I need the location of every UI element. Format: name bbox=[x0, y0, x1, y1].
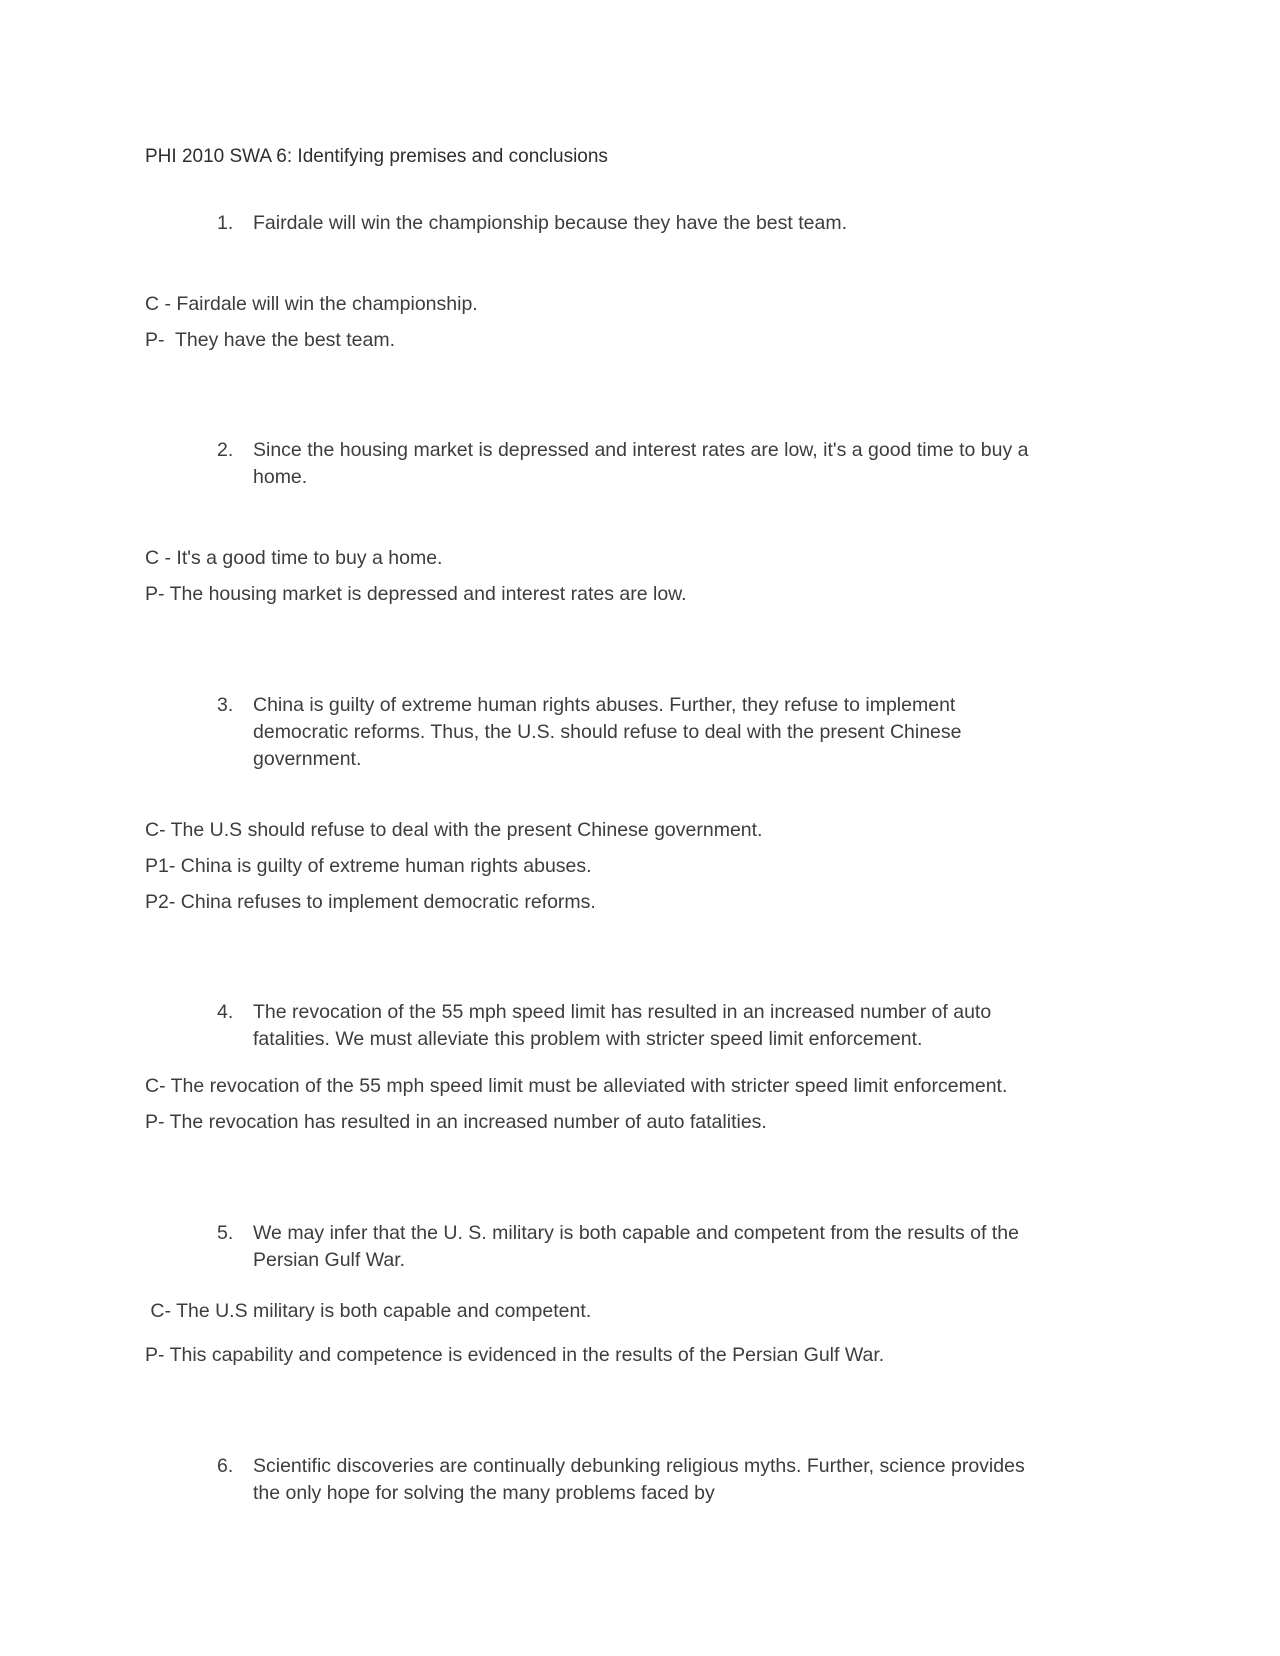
conclusion-line: C - Fairdale will win the championship. bbox=[145, 292, 478, 315]
numbered-item-1 bbox=[217, 210, 1053, 237]
item-text: We may infer that the U. S. military is both capable and competent from the results of the Persian Gulf War. bbox=[253, 1222, 1025, 1271]
document-content bbox=[145, 145, 1053, 1507]
item-text: The revocation of the 55 mph speed limit has resulted in an increased number of auto fatalities. We must alleviate this problem with stricter speed limit enforcement. bbox=[253, 1001, 997, 1051]
conclusion-line: C- The U.S should refuse to deal with the present Chinese government. bbox=[145, 818, 763, 841]
premise-line: P1- China is guilty of extreme human rights abuses. bbox=[145, 854, 592, 877]
numbered-item-4 bbox=[217, 999, 1053, 1053]
analysis-item-5 bbox=[145, 1298, 1053, 1369]
item-number: 5. bbox=[217, 1222, 234, 1245]
item-text: China is guilty of extreme human rights abuses. Further, they refuse to implement democratic reforms. Thus, the U.S. should refuse to deal with the present Chinese government. bbox=[253, 694, 967, 770]
premise-line: P- They have the best team. bbox=[145, 328, 396, 351]
page-title: PHI 2010 SWA 6: Identifying premises and conclusions bbox=[145, 146, 608, 167]
item-number: 4. bbox=[217, 1001, 234, 1024]
analysis-item-3 bbox=[145, 817, 1053, 916]
analysis-item-2 bbox=[145, 545, 1053, 608]
premise-line: P2- China refuses to implement democratic reforms. bbox=[145, 890, 596, 913]
premise-line: P- This capability and competence is evidenced in the results of the Persian Gulf War. bbox=[145, 1343, 885, 1366]
item-number: 6. bbox=[217, 1454, 234, 1477]
premise-line: P- The housing market is depressed and interest rates are low. bbox=[145, 583, 687, 606]
analysis-item-4 bbox=[145, 1073, 1053, 1136]
item-number: 2. bbox=[217, 439, 234, 462]
analysis-item-1 bbox=[145, 291, 1053, 354]
item-number: 1. bbox=[217, 211, 234, 234]
item-number: 3. bbox=[217, 694, 234, 717]
numbered-item-2 bbox=[217, 437, 1053, 491]
conclusion-line: C- The U.S military is both capable and competent. bbox=[145, 1299, 592, 1322]
premise-line: P- The revocation has resulted in an increased number of auto fatalities. bbox=[145, 1111, 767, 1134]
item-text: Fairdale will win the championship because they have the best team. bbox=[253, 211, 847, 234]
numbered-item-6 bbox=[217, 1453, 1053, 1507]
conclusion-line: C- The revocation of the 55 mph speed limit must be alleviated with stricter speed limit enforcement. bbox=[145, 1075, 1008, 1098]
item-text: Since the housing market is depressed and interest rates are low, it's a good time to buy a home. bbox=[253, 439, 1034, 489]
conclusion-line: C - It's a good time to buy a home. bbox=[145, 547, 443, 570]
numbered-item-3 bbox=[217, 692, 1053, 773]
numbered-item-5 bbox=[217, 1220, 1053, 1274]
item-text: Scientific discoveries are continually debunking religious myths. Further, science provides the only hope for solving the many problems faced by bbox=[253, 1454, 1031, 1504]
